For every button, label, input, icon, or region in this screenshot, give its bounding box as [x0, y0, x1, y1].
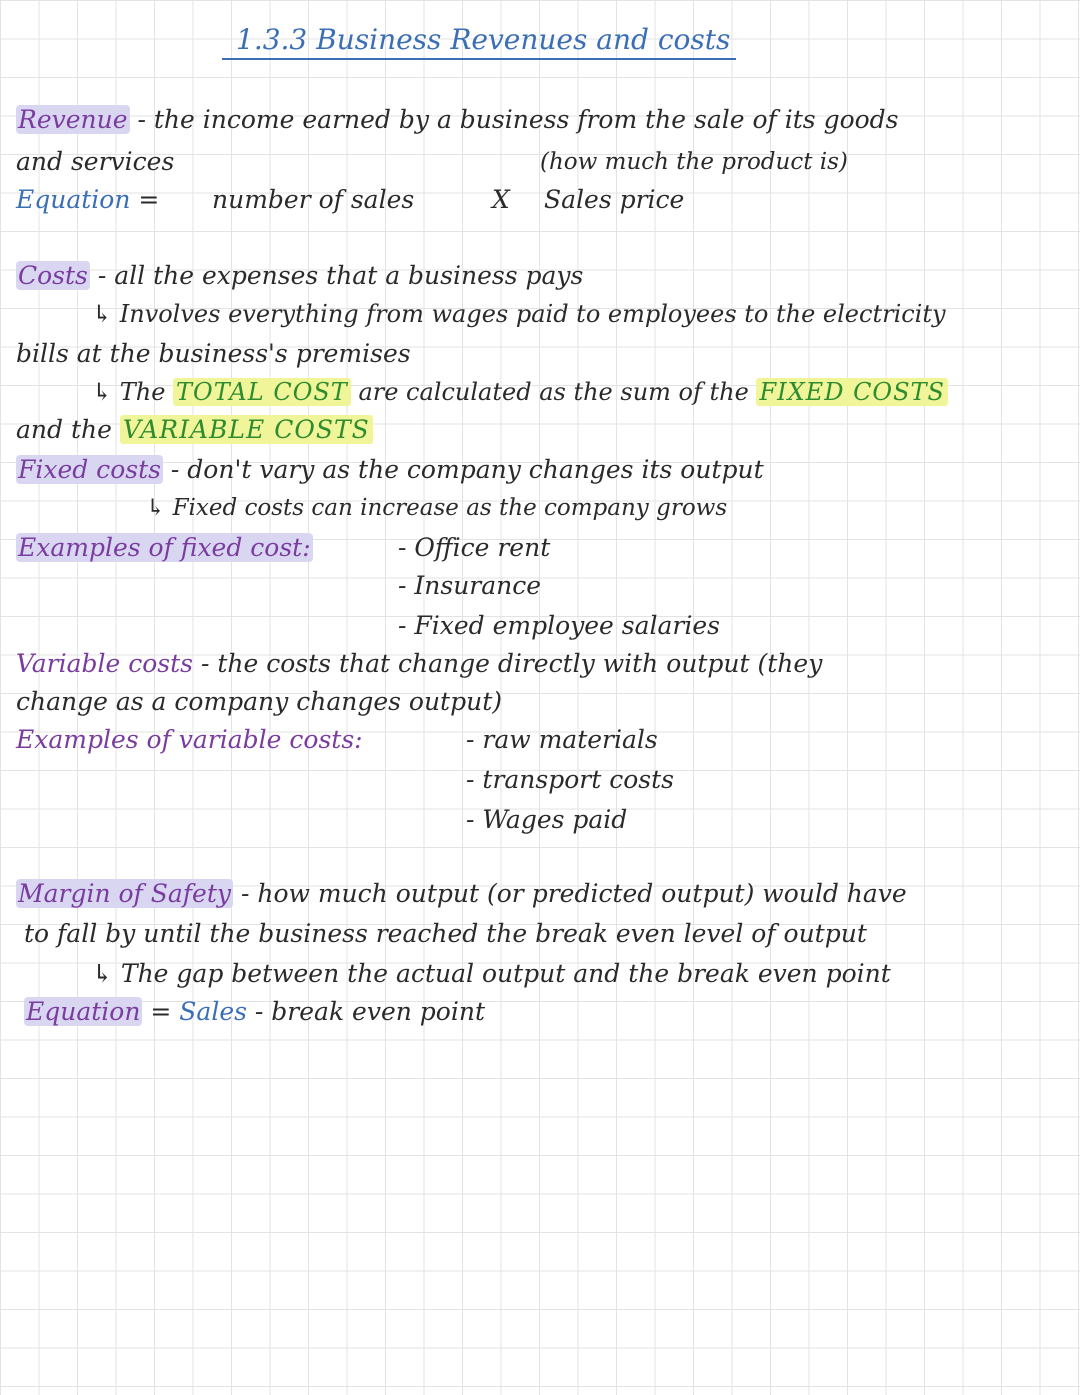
costs-term: Costs: [18, 261, 88, 290]
revenue-term: Revenue: [18, 105, 128, 134]
variable-examples-label: [16, 724, 363, 756]
fixed-costs-text: - don't vary as the company changes its output: [162, 455, 764, 484]
revenue-eq-x: X: [492, 185, 510, 214]
margin-line3: ↳ The gap between the actual output and the break even point: [92, 959, 891, 988]
revenue-line2-right: (how much the product is): [540, 149, 848, 175]
variable-costs-line2: change as a company changes output): [16, 687, 503, 716]
costs-line3: bills at the business's premises: [16, 339, 411, 368]
costs-line4: [92, 376, 948, 408]
fixed-example-item: - Office rent: [398, 533, 551, 562]
revenue-eq-b: Sales price: [544, 185, 685, 214]
costs-line5: [16, 414, 373, 446]
variable-costs-definition: [16, 648, 822, 680]
revenue-eq-eq: =: [130, 185, 160, 214]
revenue-line2-left: and services: [16, 147, 175, 176]
margin-eq-label: Equation: [26, 997, 141, 1026]
margin-eq-eq: =: [142, 997, 180, 1026]
fixed-example-item: - Fixed employee salaries: [398, 611, 720, 640]
revenue-eq-a: number of sales: [212, 185, 415, 214]
fixed-examples-label-text: Examples of fixed cost:: [18, 533, 311, 562]
margin-line2: to fall by until the business reached the break even level of output: [24, 919, 867, 948]
fixed-example-item: - Insurance: [398, 571, 542, 600]
revenue-definition: [16, 104, 899, 136]
fixed-examples-label: [16, 532, 313, 564]
margin-term: Margin of Safety: [18, 879, 232, 908]
variable-examples-label-text: Examples of variable costs:: [16, 725, 363, 754]
variable-costs-heading: Variable costs: [16, 649, 194, 678]
margin-text: - how much output (or predicted output) would have: [233, 879, 907, 908]
margin-eq-a: Sales: [179, 997, 247, 1026]
costs-text: - all the expenses that a business pays: [89, 261, 584, 290]
variable-example-item: - transport costs: [466, 765, 674, 794]
variable-costs-text: - the costs that change directly with output (they: [193, 649, 823, 678]
revenue-eq-label: Equation: [16, 185, 131, 214]
costs-line2: ↳ Involves everything from wages paid to employees to the electricity: [92, 300, 946, 328]
margin-eq-minus: -: [246, 997, 272, 1026]
costs-line4-b: are calculated as the sum of the: [350, 378, 757, 406]
costs-line4-a: ↳ The: [92, 378, 174, 406]
page-title: 1.3.3 Business Revenues and costs: [222, 22, 736, 60]
fixed-costs-term: FIXED COSTS: [756, 378, 948, 406]
total-cost-term: TOTAL COST: [173, 378, 351, 406]
margin-eq-b: break even point: [271, 997, 486, 1026]
fixed-costs-line2: ↳ Fixed costs can increase as the company grows: [146, 495, 728, 521]
margin-equation: [24, 996, 485, 1028]
revenue-text: - the income earned by a business from the sale of its goods: [129, 105, 899, 134]
revenue-equation: [16, 184, 159, 216]
variable-example-item: - raw materials: [466, 725, 658, 754]
costs-definition: [16, 260, 583, 292]
variable-example-item: - Wages paid: [466, 805, 628, 834]
fixed-costs-heading: Fixed costs: [18, 455, 161, 484]
variable-costs-term: VARIABLE COSTS: [120, 415, 373, 444]
fixed-costs-definition: [16, 454, 764, 486]
margin-definition: [16, 878, 907, 910]
costs-line5-a: and the: [16, 415, 120, 444]
